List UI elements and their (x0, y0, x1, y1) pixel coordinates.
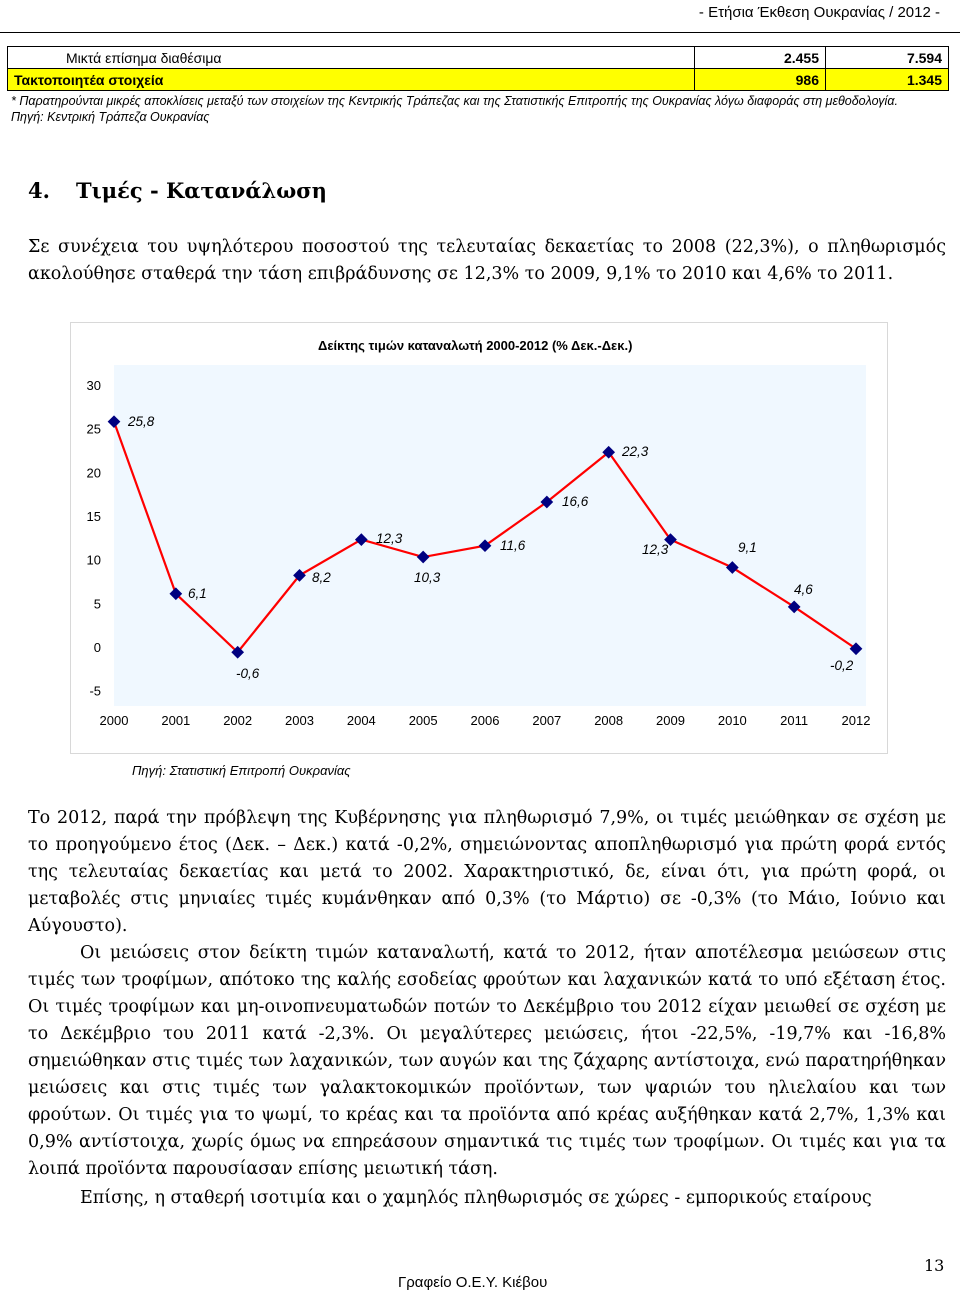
table-cell-value: 2.455 (695, 47, 826, 69)
body-paragraph: Το 2012, παρά την πρόβλεψη της Κυβέρνησης για πληθωρισμό 7,9%, οι τιμές μειώθηκαν σε σχέση με το προηγούμενο έτος (Δεκ. – Δεκ.) κατά -0,2%, σημειώνοντας αποπληθωρισμό για πρώτη φορά εντός της τελευταίας δεκαετίας και μετά το 2002. Χαρακτηριστικό, δε, είναι ότι, για πρώτη φορά, οι μεταβολές στις μηνιαίες τιμές κυμάνθηκαν από 0,3% (το Μάρτιο) σε -0,3% (το Μάιο, Ιούνιο και Αύγουστο). (28, 808, 946, 936)
table-footnote: * Παρατηρούνται μικρές αποκλίσεις μεταξύ των στοιχείων της Κεντρικής Τράπεζας και της Στατιστικής Επιτροπής της Ουκρανίας λόγω διαφοράς στη μεθοδολογία. (11, 94, 898, 108)
x-tick-label: 2000 (99, 713, 129, 728)
y-tick-label: 5 (93, 596, 101, 612)
y-tick-label: -5 (89, 683, 101, 699)
data-label: 12,3 (642, 542, 669, 557)
data-label: 22,3 (622, 444, 649, 459)
table-cell-value: 986 (695, 69, 826, 91)
y-tick-label: 25 (86, 421, 101, 437)
y-tick-label: 20 (86, 465, 101, 481)
data-label: -0,6 (236, 666, 260, 681)
body-paragraph: Οι μειώσεις στον δείκτη τιμών καταναλωτή, κατά το 2012, ήταν αποτέλεσμα μειώσεων στις τιμές των τροφίμων, απότοκο της καλής εσοδείας φρούτων και λαχανικών κατά το υπό εξέταση έτος. Οι τιμές τροφίμων και μη-οινοπνευματωδών ποτών το Δεκέμβριο του 2012 είχαν μειωθεί σε σχέση με το Δεκέμβριο του 2011 κατά -2,3%. Οι μεγαλύτερες μειώσεις, ήτοι -22,5%, -19,7% και -16,8% σημειώθηκαν στις τιμές των λαχανικών, των αυγών και της ζάχαρης αντίστοιχα, ενώ παρατηρήθηκαν μειώσεις και στις τιμές των γαλακτοκομικών προϊόντων, των ψαριών του ηλιελαίου και των φρούτων. Οι τιμές για το ψωμί, το κρέας και τα προϊόντα από κρέας αυξήθηκαν κατά 2,7%, 1,3% και 0,9% αντίστοιχα, χωρίς όμως να επηρεάσουν σημαντικά τις τιμές των τροφίμων. Οι τιμές και για τα λοιπά προϊόντα παρουσίασαν επίσης μειωτική τάση. (28, 943, 946, 1179)
section-number: 4. (28, 178, 50, 203)
data-label: 8,2 (312, 570, 331, 585)
x-tick-label: 2012 (841, 713, 871, 728)
page-header-title: - Ετήσια Έκθεση Ουκρανίας / 2012 - (698, 4, 940, 21)
x-tick-label: 2005 (408, 713, 438, 728)
x-tick-label: 2007 (532, 713, 562, 728)
table-cell-label: Τακτοποιητέα στοιχεία (8, 69, 695, 91)
data-label: 25,8 (128, 414, 155, 429)
data-label: -0,2 (830, 658, 854, 673)
table-cell-value: 1.345 (826, 69, 949, 91)
data-label: 12,3 (376, 531, 403, 546)
x-tick-label: 2003 (285, 713, 314, 728)
data-label: 10,3 (414, 570, 441, 585)
footer-office: Γραφείο Ο.Ε.Υ. Κιέβου (398, 1274, 548, 1291)
x-tick-label: 2004 (346, 713, 376, 728)
y-tick-label: 15 (86, 509, 101, 524)
x-tick-label: 2006 (470, 713, 500, 728)
x-tick-label: 2009 (656, 713, 685, 728)
chart-title: Δείκτης τιμών καταναλωτή 2000-2012 (% Δεκ.-Δεκ.) (318, 338, 633, 353)
data-label: 6,1 (188, 586, 207, 601)
x-tick-label: 2001 (161, 713, 191, 728)
x-tick-label: 2010 (717, 713, 747, 728)
body-paragraph: Επίσης, η σταθερή ισοτιμία και ο χαμηλός πληθωρισμός σε χώρες - εμπορικούς εταίρους (80, 1188, 872, 1208)
table-source: Πηγή: Κεντρική Τράπεζα Ουκρανίας (11, 110, 210, 124)
x-tick-label: 2002 (223, 713, 253, 728)
table-cell-value: 7.594 (826, 47, 949, 69)
x-tick-label: 2011 (780, 713, 809, 728)
data-label: 16,6 (562, 494, 589, 509)
data-label: 4,6 (794, 582, 813, 597)
intro-paragraph: Σε συνέχεια του υψηλότερου ποσοστού της τελευταίας δεκαετίας το 2008 (22,3%), ο πληθωρισμός ακολούθησε σταθερά την τάση επιβράδυνσης σε 12,3% το 2009, 9,1% το 2010 και 4,6% το 2011. (28, 237, 946, 284)
data-label: 11,6 (500, 538, 526, 553)
section-title: Τιμές - Κατανάλωση (76, 178, 327, 203)
page-number: 13 (924, 1256, 945, 1275)
data-label: 9,1 (738, 540, 757, 555)
table-cell-label: Μικτά επίσημα διαθέσιμα (8, 47, 695, 69)
y-tick-label: 30 (86, 378, 101, 393)
chart-source: Πηγή: Στατιστική Επιτροπή Ουκρανίας (132, 763, 351, 778)
y-tick-label: 0 (93, 640, 101, 655)
y-tick-label: 10 (86, 552, 101, 568)
x-tick-label: 2008 (594, 713, 624, 728)
plot-area (114, 365, 866, 706)
